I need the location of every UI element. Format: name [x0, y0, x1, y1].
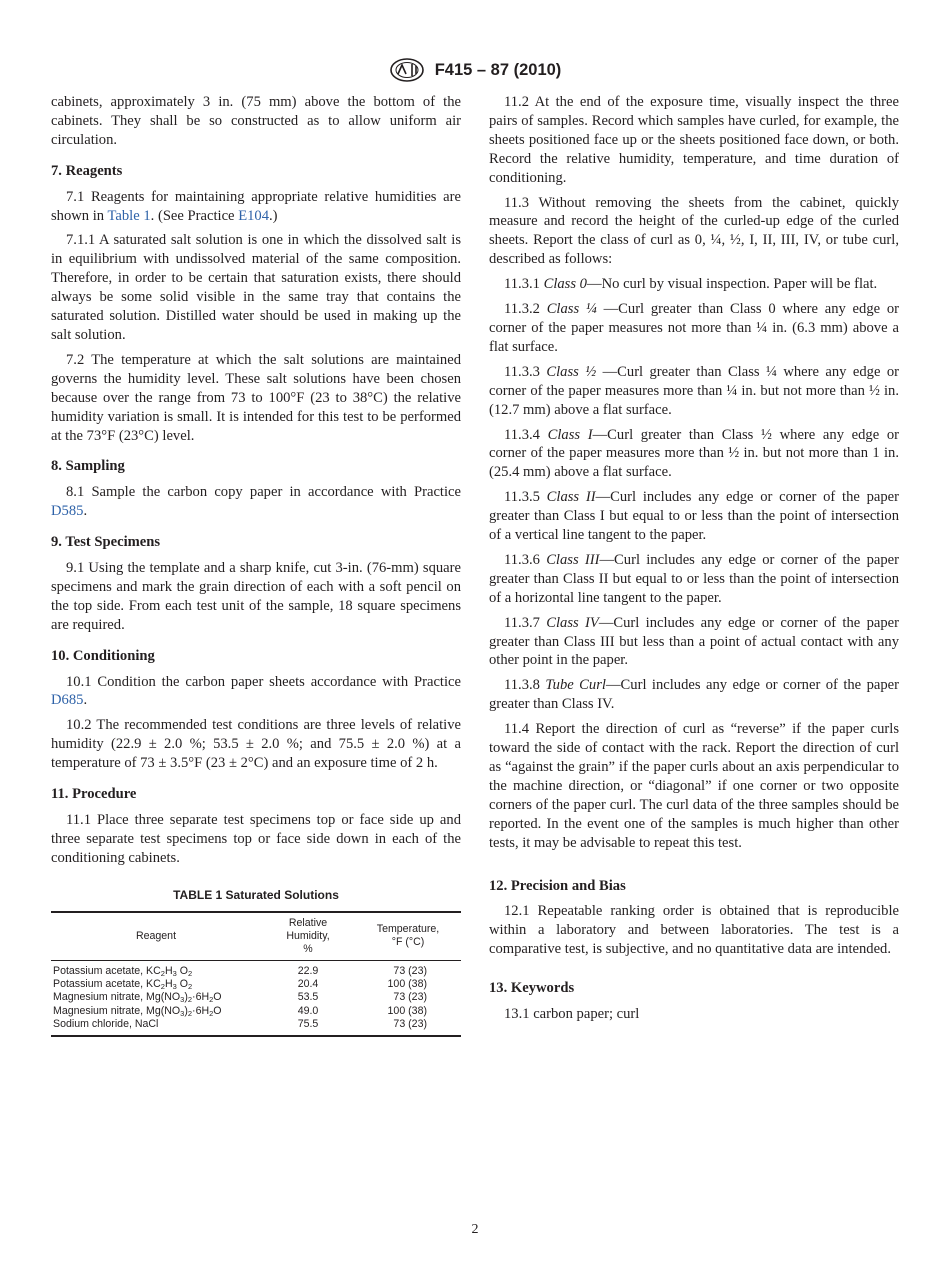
humidity-cell: 75.5 — [261, 1018, 355, 1035]
paragraph-7-1: 7.1 Reagents for maintaining appropriate relative humidities are shown in Table 1. (See Practice E104.) — [51, 188, 461, 224]
temperature-cell: 100 (38) — [387, 1004, 427, 1017]
humidity-cell: 49.0 — [297, 1004, 319, 1017]
left-column — [51, 93, 461, 1037]
paragraph-11-3: 11.3 Without removing the sheets from the cabinet, quickly measure and record the height of the curled-up edge of the curled sheets. Report the class of curl as 0, ¼, ½, I, II, III, IV, or tube curl, described as follows: — [489, 194, 899, 268]
section-10-heading: 10. Conditioning — [51, 647, 155, 664]
paragraph-10-2: 10.2 The recommended test conditions are three levels of relative humidity (22.9 ± 2.0 %; 53.5 ± 2.0 %; and 75.5 ± 2.0 %) at a temperature of 73 ± 3.5°F (23 ± 2°C) and an exposure time of 2 h. — [51, 717, 461, 772]
paragraph-10-1: 10.1 Condition the carbon paper sheets accordance with Practice D685. — [51, 673, 461, 709]
reagent-cell: Potassium acetate, $KC_2H_3$ $O_2$ — [53, 964, 193, 978]
temperature-cell: 73 (23) — [393, 964, 427, 977]
table-row — [51, 1018, 461, 1035]
astm-logo-icon — [389, 58, 425, 82]
standard-designation: F415 – 87 (2010) — [434, 60, 562, 79]
paragraph-12-1: 12.1 Repeatable ranking order is obtained that is reproducible within a laboratory and between laboratories. The test is a comparative test, is subjective, and no quantitative data are intended. — [489, 903, 899, 958]
paragraph-11-3-2: 11.3.2 Class ¼ —Curl greater than Class 0 where any edge or corner of the paper measures not more than ¼ in. (6.3 mm) above a flat surface. — [489, 301, 899, 355]
section-12-heading: 12. Precision and Bias — [489, 877, 626, 894]
section-8-heading: 8. Sampling — [51, 458, 125, 475]
table-row — [51, 960, 461, 978]
table-row — [51, 978, 461, 991]
temperature-cell: 100 (38) — [387, 978, 427, 991]
col-temperature: Temperature, °F (°C) — [355, 912, 461, 961]
reagent-cell: Magnesium nitrate, $Mg(NO_3)_2\cdot 6H_2O$ — [53, 1004, 222, 1018]
section-13-heading: 13. Keywords — [489, 980, 575, 997]
temperature-cell: 73 (23) — [393, 991, 427, 1004]
paragraph-11-3-8: 11.3.8 Tube Curl—Curl includes any edge or corner of the paper greater than Class IV. — [489, 677, 899, 713]
paragraph-11-3-5: 11.3.5 Class II—Curl includes any edge or corner of the paper greater than Class I but equal to or less than the point of intersection of a vertical line tangent to the paper. — [489, 489, 899, 544]
paragraph-6-continued: cabinets, approximately 3 in. (75 mm) above the bottom of the cabinets. They shall be so constructed as to allow uniform air circulation. — [51, 94, 461, 148]
reagent-cell: Sodium chloride, NaCl — [51, 1018, 261, 1035]
reagent-cell: Potassium acetate, $KC_2H_3$ $O_2$ — [53, 978, 193, 992]
paragraph-7-2: 7.2 The temperature at which the salt solutions are maintained governs the humidity level. These salt solutions have been chosen because over the range from 73 to 100°F (23 to 38°C) the relative humidity variation is small. It is intended for this test to be performed at the 73°F (23°C) level. — [51, 351, 461, 444]
reagent-cell: Magnesium nitrate, $Mg(NO_3)_2\cdot 6H_2O$ — [53, 991, 222, 1005]
table-1-link[interactable]: Table 1 — [107, 207, 151, 224]
d685-link[interactable]: D685 — [51, 692, 84, 709]
page-number: 2 — [471, 1222, 479, 1237]
paragraph-11-2: 11.2 At the end of the exposure time, visually inspect the three pairs of samples. Record which samples have curled, for example, the sheets positioned face up or the sheets positioned face down, or both. Record the relative humidity, temperature, and time duration of conditioning. — [489, 94, 899, 186]
section-11-heading: 11. Procedure — [51, 786, 137, 803]
paragraph-11-1: 11.1 Place three separate test specimens top or face side up and three separate test specimens top or face side down in each of the conditioning cabinets. — [51, 812, 461, 866]
paragraph-11-3-4: 11.3.4 Class I—Curl greater than Class ½ where any edge or corner of the paper measures more than ½ in. but not more than 1 in. (25.4 mm) above a flat surface. — [489, 426, 900, 481]
page-header — [0, 58, 950, 82]
temperature-cell: 73 (23) — [355, 1018, 461, 1035]
humidity-cell: 53.5 — [297, 991, 319, 1004]
paragraph-9-1: 9.1 Using the template and a sharp knife, cut 3-in. (76-mm) square specimens and mark the grain direction of each with a soft pencil on the top side. From each test unit of the sample, 18 square specimens are required. — [51, 560, 461, 633]
right-column — [489, 93, 899, 1030]
paragraph-11-3-6: 11.3.6 Class III—Curl includes any edge or corner of the paper greater than Class II but equal to or less than the point of intersection of a horizontal line tangent to the paper. — [489, 551, 899, 606]
col-relative-humidity: Relative Humidity, % — [261, 912, 355, 961]
col-reagent: Reagent — [51, 912, 261, 961]
section-7-heading: 7. Reagents — [51, 162, 123, 179]
paragraph-8-1: 8.1 Sample the carbon copy paper in accordance with Practice D585. — [51, 484, 461, 520]
e104-link[interactable]: E104 — [238, 207, 269, 224]
paragraph-11-3-7: 11.3.7 Class IV—Curl includes any edge or corner of the paper greater than Class III but less than a point of actual contact with any other point in the paper. — [489, 614, 899, 669]
paragraph-11-4: 11.4 Report the direction of curl as “reverse” if the paper curls toward the side of contact with the rack. Report the direction of curl as “against the grain” if the paper curls about an axis perpendicular to the machine direction, or “diagonal” if one corner or two opposite corners of the paper curl. The curl data of the three samples should be reported. In the event one of the samples is much higher than other tests, it may be advisable to repeat this test. — [489, 721, 899, 851]
table-1-title: TABLE 1 Saturated Solutions — [173, 887, 339, 902]
humidity-cell: 22.9 — [297, 964, 319, 977]
humidity-cell: 20.4 — [297, 978, 319, 991]
section-9-heading: 9. Test Specimens — [51, 534, 161, 551]
paragraph-11-3-1: 11.3.1 Class 0—No curl by visual inspection. Paper will be flat. — [504, 276, 878, 293]
table-row — [51, 991, 461, 1004]
paragraph-13-1: 13.1 carbon paper; curl — [504, 1006, 640, 1023]
paragraph-11-3-3: 11.3.3 Class ½ —Curl greater than Class ¼ where any edge or corner of the paper measures more than ¼ in. but not more than ½ in. (12.7 mm) above a flat surface. — [489, 363, 899, 418]
d585-link[interactable]: D585 — [51, 503, 84, 520]
saturated-solutions-table — [51, 911, 461, 1037]
paragraph-7-1-1: 7.1.1 A saturated salt solution is one in which the dissolved salt is in equilibrium with undissolved material of the same composition. Therefore, in order to be certain that saturation exists, there should always be some solid visible in the same tray that contains the saturated solution. Distilled water should be used in making up the salt solution. — [51, 232, 461, 343]
table-row — [51, 1005, 461, 1018]
